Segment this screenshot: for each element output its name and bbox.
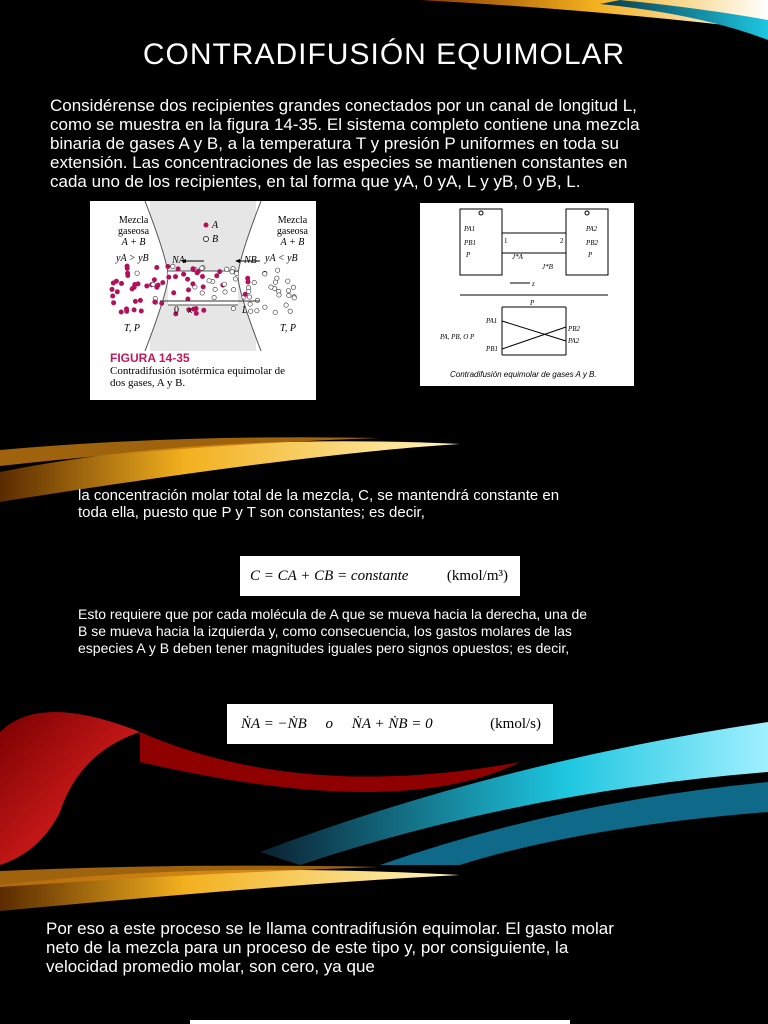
molecule-a-dot xyxy=(139,309,143,313)
molecule-a-dot xyxy=(167,275,171,279)
label-p-right: P xyxy=(588,251,593,259)
molecule-a-dot xyxy=(110,287,114,291)
molecule-b-dot xyxy=(255,298,259,302)
molecule-a-dot xyxy=(246,280,250,284)
molecule-b-dot xyxy=(233,277,237,281)
molecule-a-dot xyxy=(201,285,205,289)
text-line: neto de la mezcla para un proceso de este tipo y, por consiguiente, la xyxy=(46,938,569,957)
flux-a-label: NA xyxy=(172,255,185,266)
intro-paragraph xyxy=(50,96,740,191)
legend-a: A xyxy=(212,220,219,231)
molecule-b-dot xyxy=(286,289,290,293)
molecule-a-dot xyxy=(138,298,142,302)
figure-14-35 xyxy=(90,201,316,400)
slide-2 xyxy=(0,432,768,865)
molecule-a-dot xyxy=(176,267,180,271)
molecule-a-dot xyxy=(191,267,195,271)
right-mix-label: gaseosa xyxy=(276,226,308,237)
molecule-b-dot xyxy=(286,279,290,283)
molecule-b-dot xyxy=(292,296,296,300)
molecule-a-dot xyxy=(136,282,140,286)
label-1: 1 xyxy=(504,237,508,245)
molecule-a-dot xyxy=(160,301,164,305)
left-tp: T, P xyxy=(124,323,140,334)
text-line: especies A y B deben tener magnitudes iguales pero signos opuestos; es decir, xyxy=(78,640,570,656)
label-pb1-profile: PB1 xyxy=(486,345,499,353)
molecule-a-dot xyxy=(186,288,190,292)
molecule-a-dot xyxy=(202,308,206,312)
slide-1 xyxy=(0,0,768,432)
molecule-b-dot xyxy=(230,270,234,274)
molecule-a-dot xyxy=(215,274,219,278)
label-pb1: PB1 xyxy=(464,239,477,247)
molecule-b-dot xyxy=(284,303,288,307)
text-line: extensión. Las concentraciones de las especies se mantienen constantes en xyxy=(50,153,628,172)
molecule-b-dot xyxy=(222,282,226,286)
molecule-a-dot xyxy=(111,281,115,285)
molecule-b-dot xyxy=(223,290,227,294)
figure-caption-line: Contradifusión isotérmica equimolar de xyxy=(110,365,286,377)
figure-caption-line: dos gases, A y B. xyxy=(110,377,186,389)
molecule-b-dot xyxy=(234,271,238,275)
text-line: toda ella, puesto que P y T son constantes; es decir, xyxy=(78,504,425,521)
flux-b-label: NB xyxy=(244,255,257,266)
molecule-b-dot xyxy=(231,306,235,310)
molecule-b-dot xyxy=(277,293,281,297)
molecule-b-dot xyxy=(288,309,292,313)
molecule-a-dot xyxy=(111,301,115,305)
molecule-a-dot xyxy=(194,311,198,315)
left-mix-label: Mezcla xyxy=(118,215,149,226)
label-pa1: PA1 xyxy=(464,225,476,233)
label-pb2-profile: PB2 xyxy=(568,325,581,333)
molecule-b-dot xyxy=(263,305,267,309)
right-tp: T, P xyxy=(280,323,296,334)
left-mix-label: gaseosa xyxy=(118,226,150,237)
legend-b: B xyxy=(212,234,219,245)
molecule-b-dot xyxy=(213,287,217,291)
molecule-a-dot xyxy=(125,309,129,313)
text-line: velocidad promedio molar, son cero, ya que xyxy=(46,957,375,976)
label-pa2-profile: PA2 xyxy=(568,337,580,345)
equation-unit: (kmol/s) xyxy=(490,715,541,732)
figure-caption-title: FIGURA 14-35 xyxy=(110,351,190,365)
molecule-a-dot xyxy=(173,274,177,278)
text-line: como se muestra en la figura 14-35. El sistema completo contiene una mezcla xyxy=(50,115,640,134)
molecule-a-dot xyxy=(156,283,160,287)
molecule-a-dot xyxy=(119,281,123,285)
molecule-a-dot xyxy=(126,273,130,277)
molecule-b-dot xyxy=(249,309,253,313)
text-line: la concentración molar total de la mezcla, C, se mantendrá constante en xyxy=(78,487,560,504)
molecule-b-dot xyxy=(275,268,279,272)
left-mix-label: A + B xyxy=(121,237,146,248)
slide-3 xyxy=(0,865,768,1024)
molecule-a-dot xyxy=(161,280,165,284)
left-condition: yA > yB xyxy=(116,253,149,264)
axis-l: L xyxy=(242,305,248,316)
text-line: Esto requiere que por cada molécula de A que se mueva hacia la derecha, una de xyxy=(78,606,588,622)
equation-box-edge xyxy=(190,1020,570,1024)
text-line: Considérense dos recipientes grandes conectados por un canal de longitud L, xyxy=(50,96,637,115)
paragraph-1 xyxy=(78,487,718,521)
molecule-a-dot xyxy=(152,278,156,282)
pressure-diagram xyxy=(420,203,634,386)
molecule-b-dot xyxy=(200,266,204,270)
label-jb: J*B xyxy=(542,263,553,271)
molecule-b-dot xyxy=(151,282,155,286)
molecule-b-dot xyxy=(273,280,277,284)
molecule-a-dot xyxy=(195,271,199,275)
molecule-a-dot xyxy=(181,272,185,276)
decorative-swoosh xyxy=(0,865,768,925)
molecule-b-dot xyxy=(273,310,277,314)
molecule-b-dot xyxy=(212,295,216,299)
equation-unit: (kmol/m³) xyxy=(446,567,508,584)
molecule-a-dot xyxy=(185,277,189,281)
molecule-a-dot xyxy=(172,291,176,295)
molecule-b-dot xyxy=(248,302,252,306)
molecule-b-dot xyxy=(135,271,139,275)
paragraph-2 xyxy=(78,606,698,657)
molecule-b-dot xyxy=(255,309,259,313)
label-ja: J*A xyxy=(512,253,523,261)
molecule-b-dot xyxy=(291,285,295,289)
molecule-a-dot xyxy=(191,282,195,286)
text-line: cada uno de los recipientes, en tal forma que yA, 0 yA, L y yB, 0 yB, L. xyxy=(50,172,581,191)
molecule-b-dot xyxy=(252,280,256,284)
right-condition: yA < yB xyxy=(265,253,298,264)
molecule-b-dot xyxy=(207,279,211,283)
slide-title: CONTRADIFUSIÓN EQUIMOLAR xyxy=(142,38,626,71)
paragraph-3 xyxy=(46,919,746,976)
text-line: Por eso a este proceso se le llama contradifusión equimolar. El gasto molar xyxy=(46,919,614,938)
right-mix-label: A + B xyxy=(280,237,305,248)
molecule-a-dot xyxy=(153,300,157,304)
molecule-a-dot xyxy=(115,290,119,294)
label-pb2: PB2 xyxy=(586,239,599,247)
equation-text: C = CA + CB = constante xyxy=(250,567,409,584)
figure-right-caption: Contradifusión equimolar de gases A y B. xyxy=(450,370,597,379)
molecule-a-dot xyxy=(200,274,204,278)
label-p-top: P xyxy=(530,299,535,307)
molecule-b-dot xyxy=(247,289,251,293)
molecule-b-dot xyxy=(263,272,267,276)
label-2: 2 xyxy=(560,237,564,245)
molecule-b-dot xyxy=(269,285,273,289)
axis-x: x xyxy=(188,305,193,316)
text-line: B se mueva hacia la izquierda y, como consecuencia, los gastos molares de las xyxy=(78,623,572,639)
axis-zero: 0 xyxy=(174,305,179,316)
right-mix-label: Mezcla xyxy=(277,215,308,226)
label-p-left: P xyxy=(466,251,471,259)
text-line: binaria de gases A y B, a la temperatura T y presión P uniformes en toda su xyxy=(50,134,619,153)
molecule-a-dot xyxy=(119,310,123,314)
label-pa2: PA2 xyxy=(586,225,598,233)
molecule-a-dot xyxy=(132,308,136,312)
molecule-a-dot xyxy=(133,299,137,303)
molecule-a-dot xyxy=(155,265,159,269)
equation-concentration xyxy=(240,556,520,596)
molecule-b-dot xyxy=(247,295,251,299)
molecule-a-dot xyxy=(125,266,129,270)
equation-molar-flow xyxy=(227,704,553,744)
molecule-b-dot xyxy=(200,291,204,295)
label-pa1-profile: PA1 xyxy=(486,317,498,325)
molecule-b-dot xyxy=(225,267,229,271)
molecule-b-dot xyxy=(287,293,291,297)
equation-text: ṄA = −ṄB o ṄA + ṄB = 0 xyxy=(241,715,433,732)
label-axis: PA, PB, O P xyxy=(440,333,475,341)
pressure-profile-figure xyxy=(420,203,634,386)
label-z: z xyxy=(532,280,535,288)
molecule-a-dot xyxy=(111,294,115,298)
molecule-a-dot xyxy=(130,287,134,291)
molecule-a-dot xyxy=(166,264,170,268)
molecule-a-dot xyxy=(218,269,222,273)
molecule-a-dot xyxy=(145,284,149,288)
molecule-b-dot xyxy=(231,287,235,291)
